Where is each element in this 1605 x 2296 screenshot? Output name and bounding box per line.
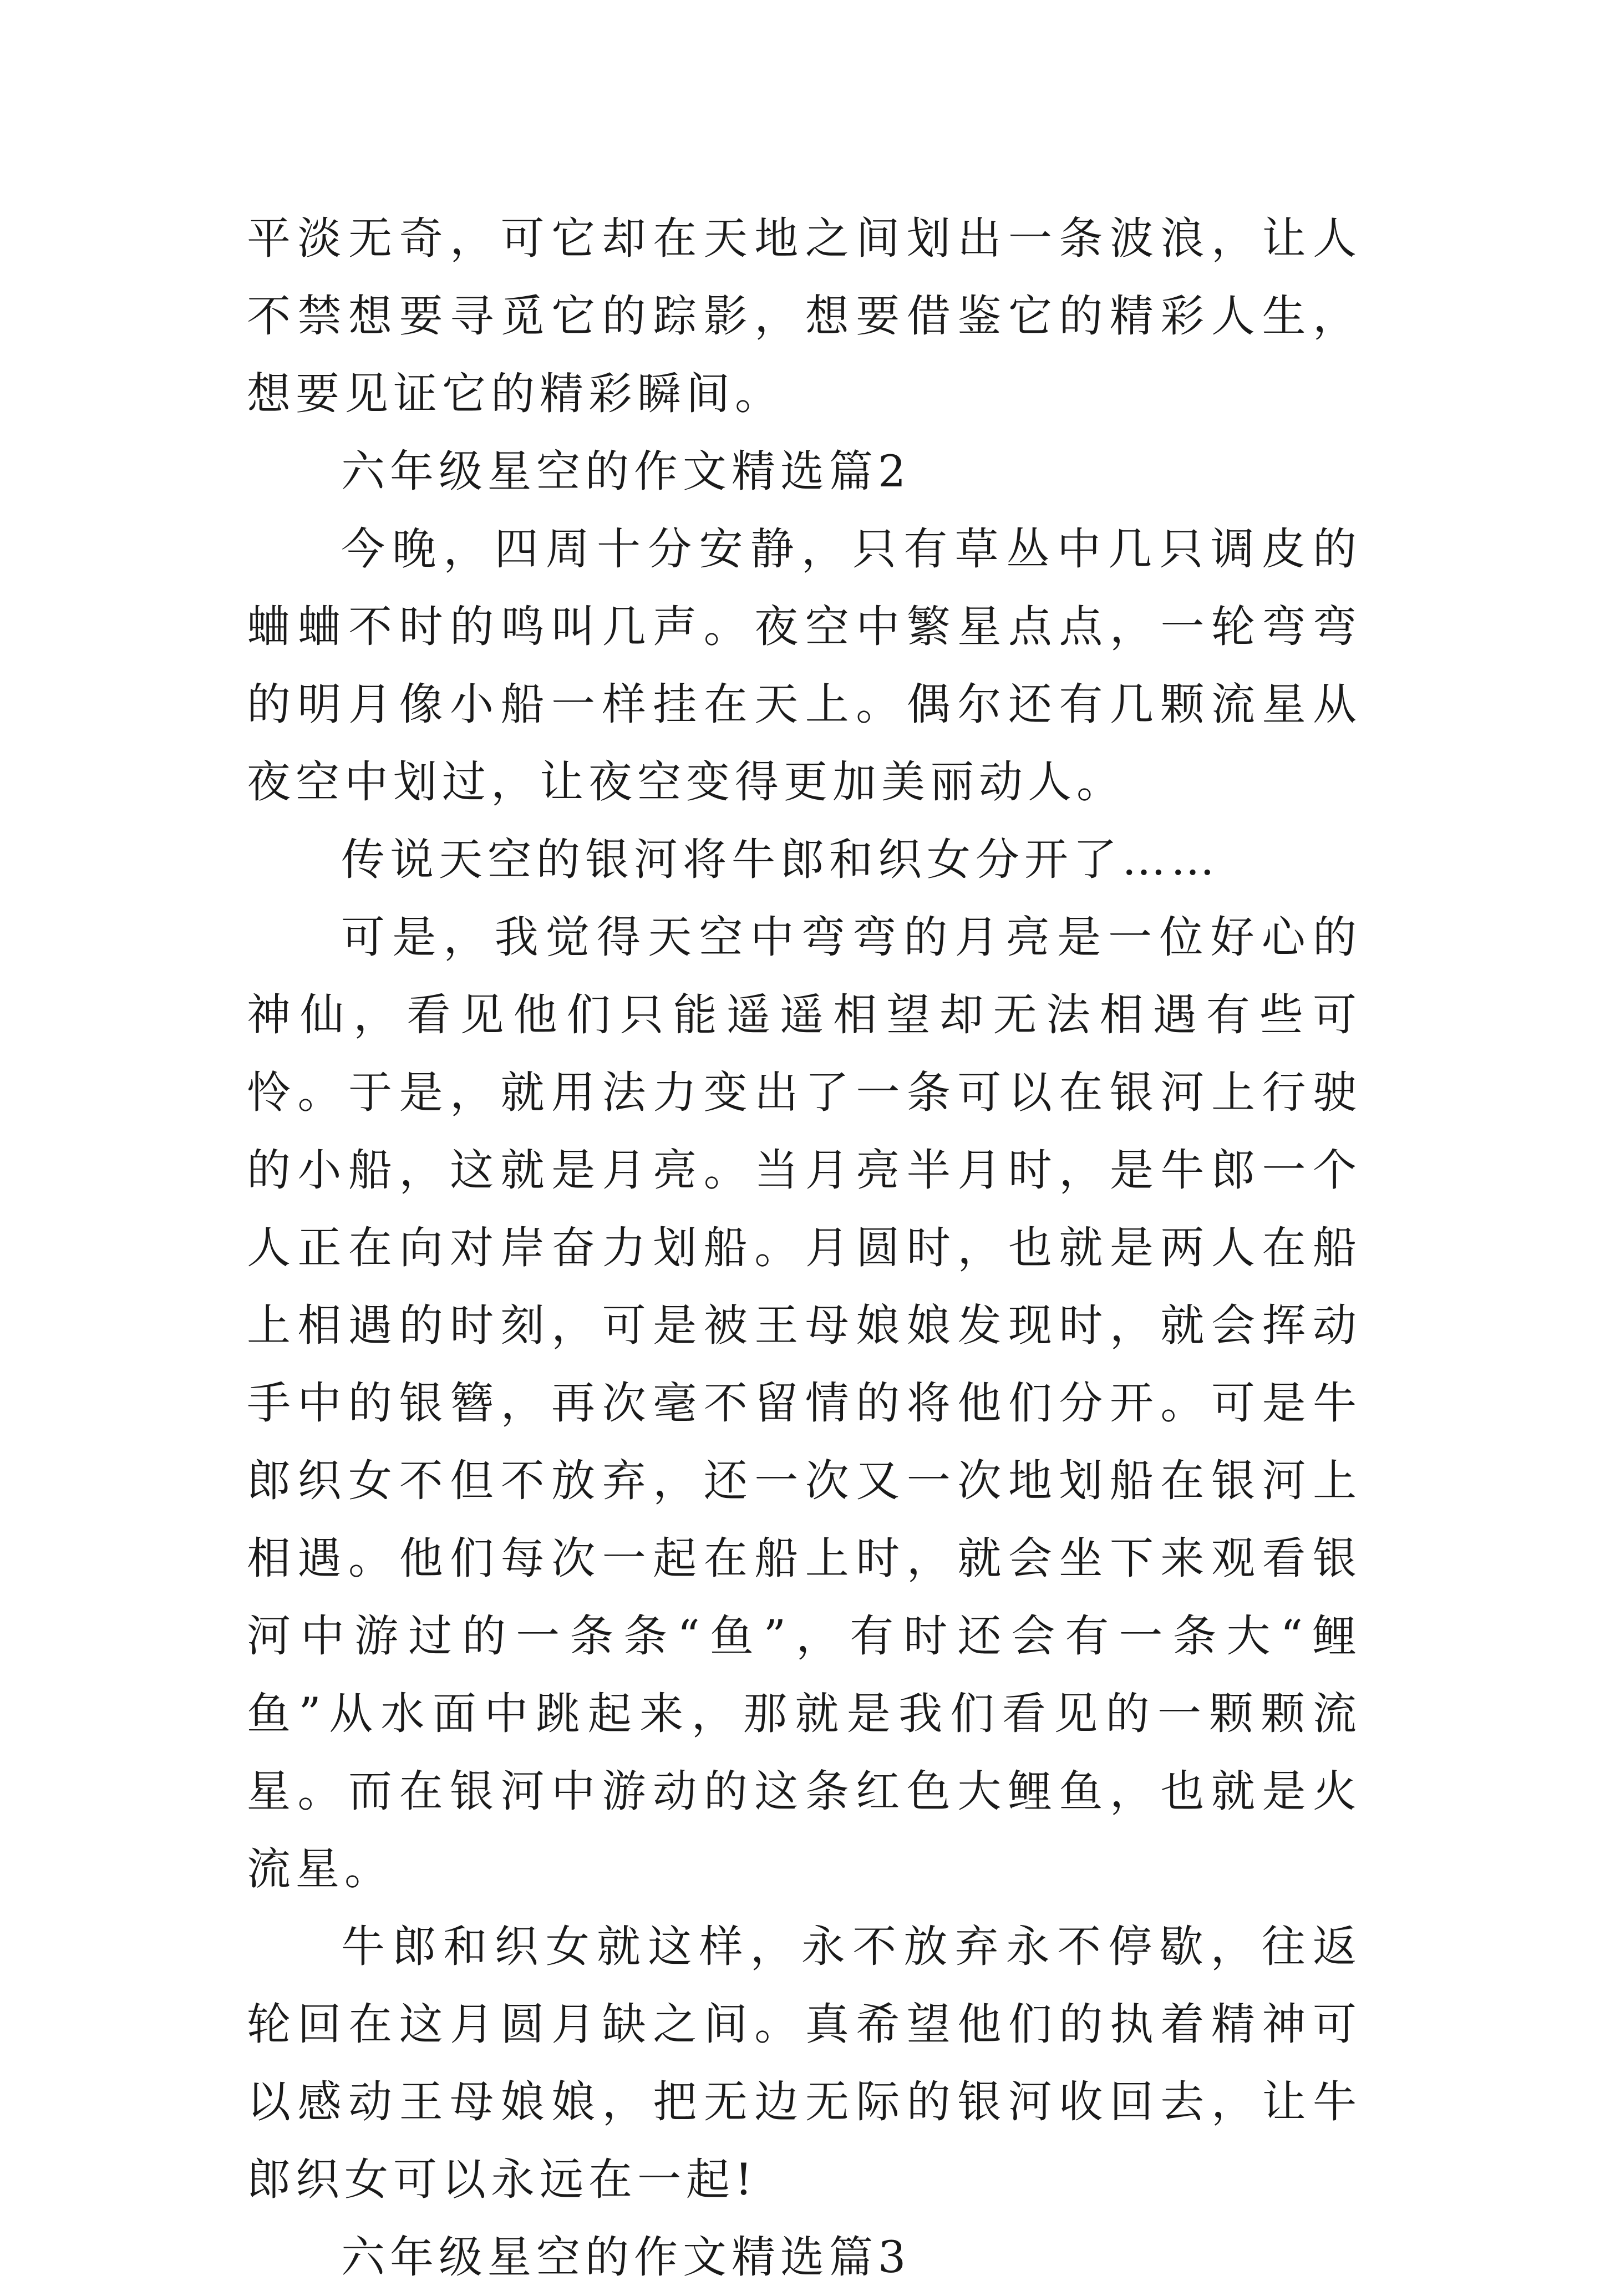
paragraph-conclusion: 牛郎和织女就这样，永不放弃永不停歇，往返轮回在这月圆月缺之间。真希望他们的执着精神可以感动王母娘娘，把无边无际的银河收回去，让牛郎织女可以永远在一起! [247,1921,1362,2205]
paragraph-night-scene: 今晚，四周十分安静，只有草丛中几只调皮的蛐蛐不时的鸣叫几声。夜空中繁星点点，一轮弯弯的明月像小船一样挂在天上。偶尔还有几颗流星从夜空中划过，让夜空变得更加美丽动人。 [247,524,1362,807]
section-heading-2: 六年级星空的作文精选篇2 [341,446,911,497]
paragraph-continuation: 平淡无奇，可它却在天地之间划出一条波浪，让人不禁想要寻觅它的踪影，想要借鉴它的精彩人生，想要见证它的精彩瞬间。 [247,213,1362,419]
paragraph-moon-boat: 可是，我觉得天空中弯弯的月亮是一位好心的神仙，看见他们只能遥遥相望却无法相遇有些可怜。于是，就用法力变出了一条可以在银河上行驶的小船，这就是月亮。当月亮半月时，是牛郎一个人正在向对岸奋力划船。月圆时，也就是两人在船上相遇的时刻，可是被王母娘娘发现时，就会挥动手中的银簪，再次毫不留情的将他们分开。可是牛郎织女不但不放弃，还一次又一次地划船在银河上相遇。他们每次一起在船上时，就会坐下来观看银河中游过的一条条“鱼”，有时还会有一条大“鲤鱼”从水面中跳起来，那就是我们看见的一颗颗流星。而在银河中游动的这条红色大鲤鱼，也就是火流星。 [247,912,1362,1894]
paragraph-legend: 传说天空的银河将牛郎和织女分开了…… [341,834,1220,885]
section-heading-3: 六年级星空的作文精选篇3 [341,2232,911,2283]
essay-body [247,200,1362,2296]
